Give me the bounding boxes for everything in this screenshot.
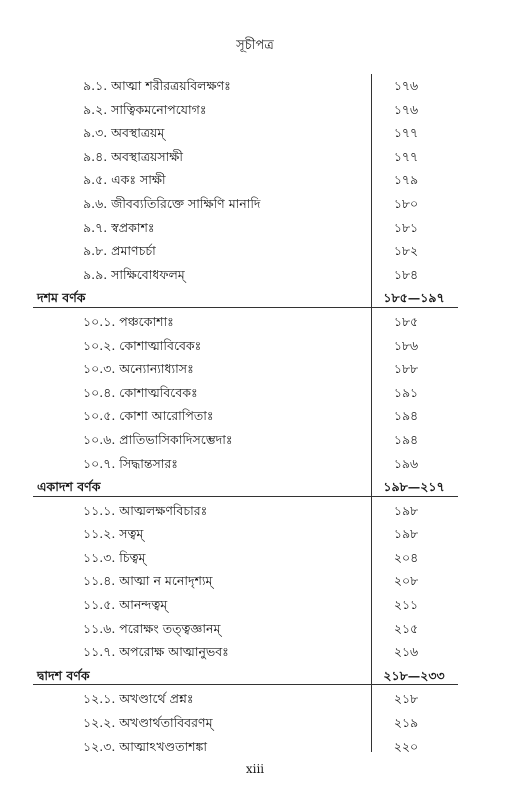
toc-entry-title: ১২.২. অখণ্ডার্থতাবিবরণম্ — [83, 715, 213, 731]
toc-entry-title: ১০.৬. প্রাতিভাসিকাদিসম্ভেদাঃ — [83, 431, 233, 447]
toc-entry-page-number: ১৭৯ — [393, 172, 419, 188]
toc-entry-title: ৯.৯. সাক্ষিবোধফলম্ — [83, 266, 185, 282]
toc-entry-row — [0, 617, 510, 641]
toc-entry-page-number: ১৮১ — [393, 219, 419, 235]
toc-entry-title: ১০.৩. অন্যোন্যাধ্যাসঃ — [83, 361, 194, 377]
toc-entry-row — [0, 98, 510, 122]
toc-entry-page-number: ১৭৭ — [393, 148, 419, 164]
toc-entry-page-number: ২২০ — [393, 738, 419, 754]
toc-entry-page-number: ১৮২ — [393, 243, 419, 259]
toc-entry-title: ১১.৬. পরোক্ষং তত্ত্বজ্ঞানম্ — [83, 620, 221, 636]
toc-section-row — [0, 286, 510, 310]
toc-entry-title: ৯.৪. অবস্থাত্রয়সাক্ষী — [83, 148, 183, 164]
toc-entry-title: ৯.৮. প্রমাণচর্চা — [83, 243, 156, 259]
toc-entry-row — [0, 640, 510, 664]
toc-entry-page-number: ১৭৬ — [393, 101, 419, 117]
toc-entry-row — [0, 452, 510, 476]
toc-section-page-range: ১৯৮—২১৭ — [383, 479, 445, 495]
toc-entry-title: ১১.৫. আনন্দত্বম্ — [83, 597, 168, 613]
toc-entry-page-number: ২০৮ — [393, 573, 419, 589]
toc-section-row — [0, 475, 510, 499]
toc-entry-page-number: ১৭৭ — [393, 125, 419, 141]
toc-entry-row — [0, 239, 510, 263]
toc-entry-title: ১০.৪. কোশাত্মবিবেকঃ — [83, 384, 198, 400]
toc-entry-title: ৯.২. সাত্বিকমনোপযোগঃ — [83, 101, 207, 117]
toc-section-title: দ্বাদশ বর্ণক — [37, 667, 90, 683]
toc-entry-row — [0, 334, 510, 358]
toc-entry-title: ১১.৩. চিত্বম্ — [83, 549, 146, 565]
toc-entry-page-number: ২১৮ — [393, 691, 419, 707]
toc-entry-row — [0, 711, 510, 735]
toc-entry-row — [0, 428, 510, 452]
toc-section-title: দশম বর্ণক — [37, 290, 86, 306]
toc-section-title: একাদশ বর্ণক — [37, 479, 101, 495]
toc-entry-title: ১০.১. পঞ্চকোশাঃ — [83, 313, 174, 329]
page-title: সূচীপত্র — [236, 38, 274, 53]
toc-entry-row — [0, 192, 510, 216]
toc-entry-title: ১০.২. কোশাত্মাবিবেকঃ — [83, 337, 202, 353]
toc-entry-row — [0, 522, 510, 546]
toc-entry-title: ১২.১. অখণ্ডার্থে প্রশ্নঃ — [83, 691, 194, 707]
toc-entry-title: ১১.৪. আত্মা ন মনোদৃশ্যম্ — [83, 573, 213, 589]
toc-entry-page-number: ১৮৪ — [393, 266, 419, 282]
toc-entry-row — [0, 263, 510, 287]
toc-entry-title: ১১.২. সত্বম্ — [83, 526, 144, 542]
toc-entry-page-number: ১৯৮ — [393, 526, 419, 542]
toc-entry-row — [0, 168, 510, 192]
toc-entry-title: ৯.৬. জীবব্যতিরিক্তে সাক্ষিণি মানাদি — [83, 195, 261, 211]
toc-section-row — [0, 664, 510, 688]
toc-entry-page-number: ১৮০ — [393, 195, 419, 211]
toc-entry-page-number: ১৮৮ — [393, 361, 419, 377]
toc-entry-page-number: ২১৬ — [393, 644, 419, 660]
toc-entry-page-number: ১৭৬ — [393, 78, 419, 93]
toc-entry-title: ৯.৭. স্বপ্রকাশঃ — [83, 219, 155, 235]
toc-entry-row — [0, 216, 510, 240]
toc-entry-page-number: ১৯৮ — [393, 502, 419, 518]
toc-entry-row — [0, 546, 510, 570]
toc-entry-row — [0, 381, 510, 405]
toc-entry-page-number: ১৯৪ — [393, 431, 419, 447]
toc-entry-row — [0, 569, 510, 593]
toc-entry-row — [0, 499, 510, 523]
toc-entry-row — [0, 74, 510, 98]
toc-entry-page-number: ১৮৫ — [393, 313, 419, 329]
table-of-contents — [0, 74, 510, 758]
toc-entry-row — [0, 404, 510, 428]
toc-entry-title: ৯.৩. অবস্থাত্রয়ম্ — [83, 125, 165, 141]
toc-entry-title: ১২.৩. আত্মাঽখণ্ডতাশঙ্কা — [83, 738, 207, 754]
toc-entry-row — [0, 145, 510, 169]
toc-entry-row — [0, 310, 510, 334]
toc-entry-page-number: ১৯১ — [393, 384, 419, 400]
toc-entry-title: ৯.১. আত্মা শরীরত্রয়বিলক্ষণঃ — [83, 78, 231, 93]
toc-entry-page-number: ২১৫ — [393, 620, 419, 636]
toc-entry-page-number: ১৮৬ — [393, 337, 419, 353]
toc-entry-title: ১০.৫. কোশা আরোপিতাঃ — [83, 408, 214, 424]
toc-entry-row — [0, 735, 510, 759]
toc-entry-title: ১১.১. আত্মলক্ষণবিচারঃ — [83, 502, 208, 518]
toc-entry-page-number: ২০৪ — [393, 549, 419, 565]
toc-entry-row — [0, 357, 510, 381]
toc-section-page-range: ২১৮—২৩৩ — [383, 667, 445, 683]
toc-entry-page-number: ১৯৬ — [393, 455, 419, 471]
toc-entry-title: ১১.৭. অপরোক্ষ আত্মানুভবঃ — [83, 644, 229, 660]
toc-section-page-range: ১৮৫—১৯৭ — [383, 290, 445, 306]
toc-entry-page-number: ২১১ — [393, 597, 419, 613]
page-number: xiii — [245, 762, 265, 776]
toc-entry-page-number: ১৯৪ — [393, 408, 419, 424]
toc-entry-row — [0, 121, 510, 145]
toc-entry-page-number: ২১৯ — [393, 715, 419, 731]
toc-entry-row — [0, 687, 510, 711]
toc-entry-title: ৯.৫. একঃ সাক্ষী — [83, 172, 166, 188]
toc-entry-row — [0, 593, 510, 617]
toc-entry-title: ১০.৭. সিদ্ধান্তসারঃ — [83, 455, 178, 471]
